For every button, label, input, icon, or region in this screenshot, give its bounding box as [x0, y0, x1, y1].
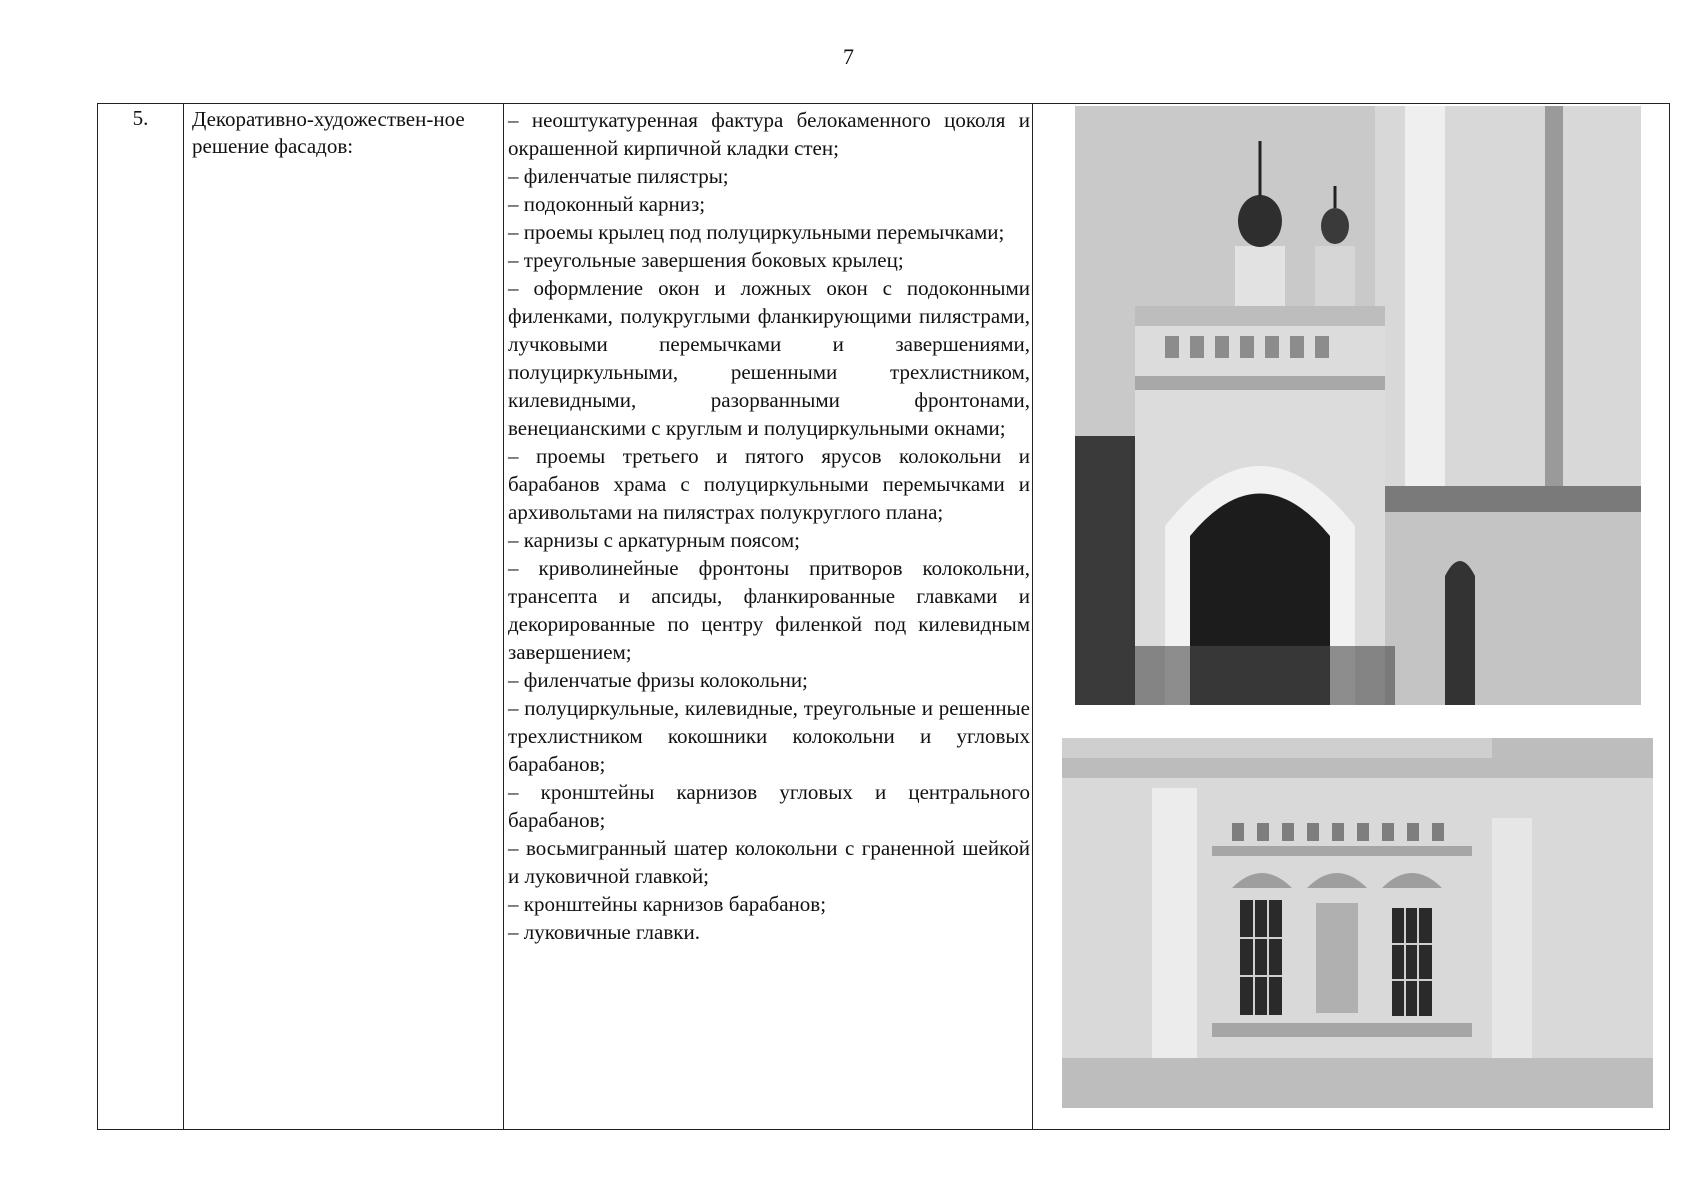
list-item: – филенчатые фризы колокольни; [508, 668, 808, 692]
list-item: – луковичные главки. [508, 920, 700, 944]
list-item: – подоконный карниз; [508, 192, 706, 216]
row-number: 5. [98, 104, 184, 1130]
facade-table [97, 103, 1670, 1130]
list-item: – криволинейные фронтоны притворов колокольни, трансепта и апсиды, фланкированные главками и декорированные по центру филенкой под килевидным завершением; [508, 556, 1030, 664]
list-item: – оформление окон и ложных окон с подоконными филенками, полукруглыми фланкирующими пилястрами, лучковыми перемычками и завершениями, полуциркульными, решенными трехлистником, килевидными, разорванными фронтонами, венецианскими с круглым и полуциркульными окнами; [508, 276, 1030, 440]
facade-windows-photo [1062, 738, 1653, 1108]
page-number: 7 [843, 44, 854, 69]
table-row [98, 104, 1670, 1130]
list-item: – кронштейны карнизов угловых и центрального барабанов; [508, 780, 1030, 832]
list-item: – треугольные завершения боковых крылец; [508, 248, 904, 272]
list-item: – филенчатые пилястры; [508, 164, 729, 188]
list-item: – карнизы с аркатурным поясом; [508, 528, 800, 552]
list-item: – проемы третьего и пятого ярусов колокольни и барабанов храма с полуциркульными перемычками и архивольтами на пилястрах полукруглого плана; [508, 444, 1030, 524]
list-item: – восьмигранный шатер колокольни с граненной шейкой и луковичной главкой; [508, 836, 1030, 888]
church-porch-photo [1075, 106, 1641, 705]
row-title: Декоративно-художествен-ное решение фасадов: [184, 104, 504, 1130]
photos-cell [1033, 104, 1670, 1130]
list-item: – неоштукатуренная фактура белокаменного цоколя и окрашенной кирпичной кладки стен; [508, 108, 1030, 160]
items-cell [504, 104, 1033, 1130]
list-item: – кронштейны карнизов барабанов; [508, 892, 827, 916]
list-item: – проемы крылец под полуциркульными перемычками; [508, 220, 1005, 244]
list-item: – полуциркульные, килевидные, треугольные и решенные трехлистником кокошники колокольни и угловых барабанов; [508, 696, 1030, 776]
